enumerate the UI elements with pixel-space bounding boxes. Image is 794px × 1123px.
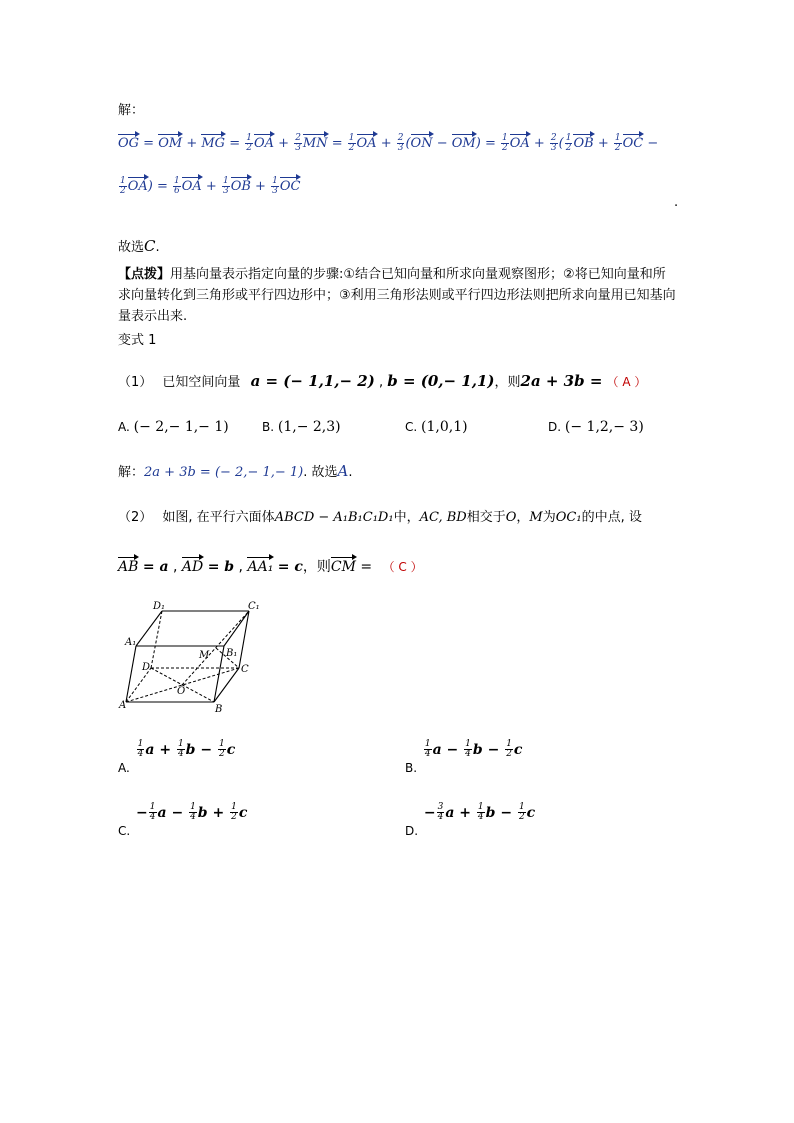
- q1-solution: 解：2a + 3b = (− 2,− 1,− 1). 故选A.: [118, 462, 353, 480]
- q2-answer: （ C ）: [382, 560, 423, 574]
- label-b: B: [215, 704, 223, 715]
- q2-option-d: D. − $\frac{3}{4}$ a + $\frac{1}{4}$ b − $\frac{1}{2}$ c: [405, 802, 536, 838]
- edge-aa1: [126, 646, 136, 702]
- tip-paragraph: [118, 264, 678, 327]
- q2-option-a: A. $\frac{1}{4}$ a + $\frac{1}{4}$ b − $\frac{1}{2}$ c: [118, 739, 236, 775]
- segment-oc1: [182, 611, 249, 685]
- q2-option-b: B. $\frac{1}{4}$ a − $\frac{1}{4}$ b − $\frac{1}{2}$ c: [405, 739, 523, 775]
- label-c: C: [241, 664, 249, 675]
- q1-option-d: D. (− 1,2,− 3): [548, 419, 644, 435]
- edge-ad: [126, 668, 151, 702]
- variant-title: 变式 1: [118, 333, 157, 348]
- label-c1: C₁: [248, 601, 260, 612]
- tip-text: 用基向量表示指定向量的步骤:①结合已知向量和所求向量观察图形；②将已知向量和所求向量转化到三角形或平行四边形中；③利用三角形法则或平行四边形法则把所求向量用已知基向量表示出来.: [118, 267, 676, 324]
- label-b1: B₁: [226, 648, 238, 659]
- solution-equation-line2: $\frac{1}{2}$ OA) = $\frac{1}{6}$ OA + $\frac{1}{3}$ OB + $\frac{1}{3}$ OC: [120, 176, 301, 196]
- label-d: D: [142, 662, 151, 673]
- q1-option-a: A. (− 2,− 1,− 1): [118, 419, 229, 435]
- label-o: O: [177, 686, 186, 697]
- solution-equation-line1: OG = OM + MG = $\frac{1}{2}$ OA + $\frac{2}{3}$ MN = $\frac{1}{2}$ OA + $\frac{2}{3}$ (ON − OM) = $\frac{1}{2}$ OA + $\frac{2}{3}$ ( $\frac{1}{2}$ OB + $\frac{1}{2}$ OC −: [118, 133, 659, 153]
- solution-label: 解：: [118, 103, 145, 118]
- label-d1: D₁: [153, 601, 166, 612]
- edge-dd1: [151, 611, 162, 668]
- line-end-dot: .: [674, 195, 679, 210]
- tip-title: 【点拨】: [118, 267, 171, 282]
- question-1: （1） 已知空间向量 a = (− 1,1,− 2) , b = (0,− 1,1)，则2a + 3b = （ A ）: [118, 372, 647, 390]
- label-a: A: [119, 700, 127, 711]
- question-2-given: AB = a , AD = b , AA₁ = c，则CM = （ C ）: [118, 559, 423, 575]
- parallelepiped-figure: [118, 598, 268, 718]
- q2-option-c: C. − $\frac{1}{4}$ a − $\frac{1}{4}$ b + $\frac{1}{2}$ c: [118, 802, 248, 838]
- edge-bc: [214, 668, 239, 702]
- edge-b1c1: [224, 611, 249, 646]
- q1-option-b: B. (1,− 2,3): [262, 419, 341, 435]
- edge-cc1: [239, 611, 249, 668]
- q1-option-c: C. (1,0,1): [405, 419, 468, 435]
- label-a1: A₁: [125, 637, 137, 648]
- q1-answer: （ A ）: [606, 375, 647, 389]
- label-m: M: [199, 650, 210, 661]
- question-2: （2） 如图, 在平行六面体ABCD − A₁B₁C₁D₁中，AC, BD相交于O，M为OC₁的中点, 设: [118, 510, 642, 525]
- edge-a1d1: [136, 611, 162, 646]
- conclusion-1: 故选C.: [118, 237, 160, 255]
